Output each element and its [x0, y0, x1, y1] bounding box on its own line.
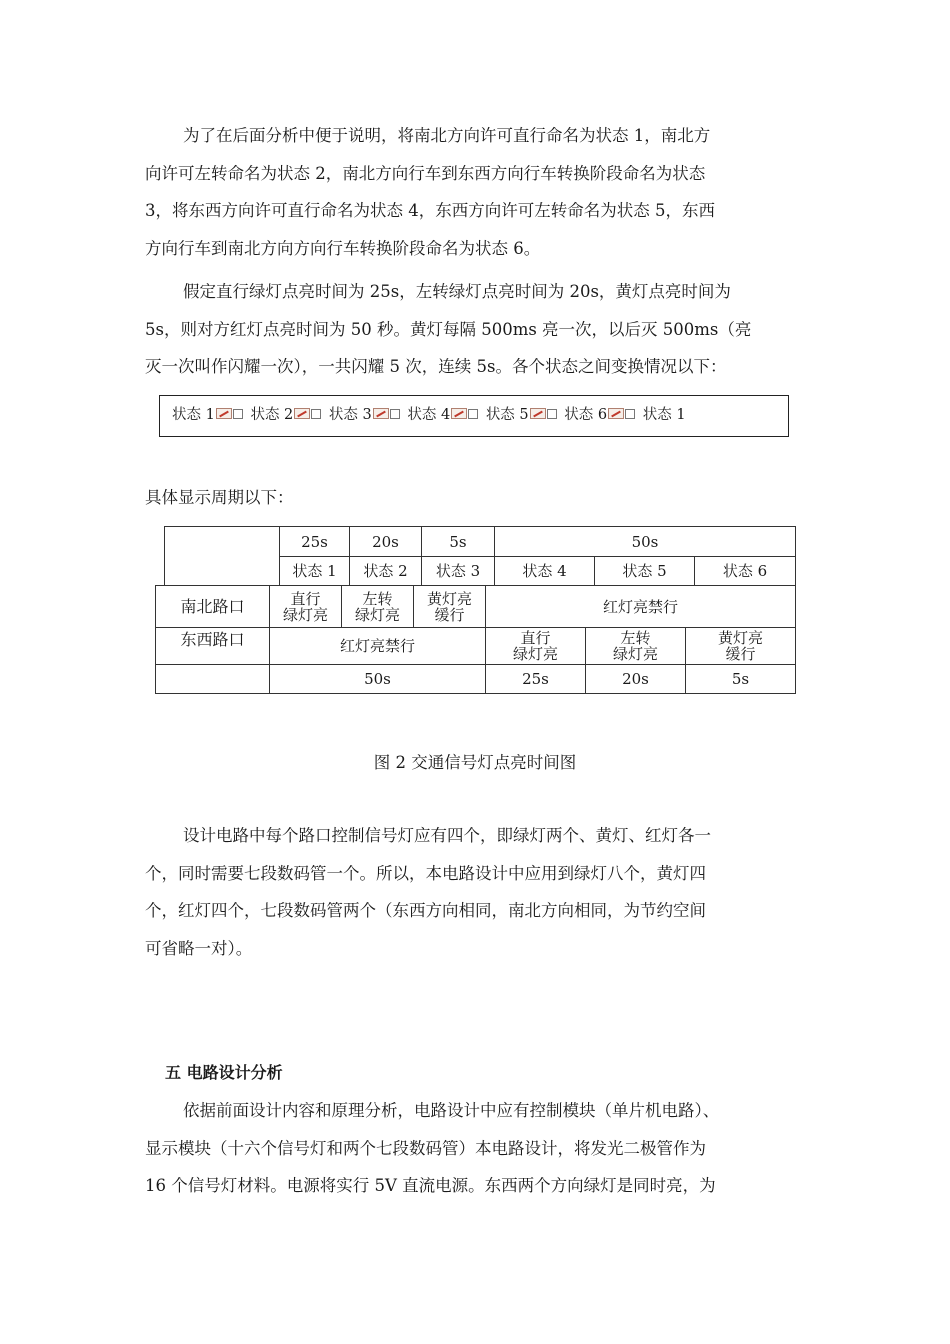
cell-text: 左转 — [620, 629, 651, 647]
text-line: 5s，则对方红灯点亮时间为 50 秒。黄灯每隔 500ms 亮一次，以后灭 500ms（亮 — [145, 319, 752, 339]
ew-straight-green-cell — [485, 627, 586, 665]
table-header-state: 状态 3 — [421, 556, 495, 586]
table-footer-duration: 25s — [485, 664, 586, 694]
state-label: 状态 1 — [642, 407, 686, 423]
state-label: 状态 5 — [485, 407, 529, 423]
ew-yellow-cell — [685, 627, 796, 665]
state-label: 状态 6 — [564, 407, 608, 423]
table-header-state: 状态 2 — [349, 556, 422, 586]
text-line: 显示模块（十六个信号灯和两个七段数码管）本电路设计，将发光二极管作为 — [145, 1138, 706, 1158]
table-empty-cell — [155, 664, 270, 694]
arrow-image-placeholder-icon — [451, 408, 479, 420]
arrow-image-placeholder-icon — [608, 408, 636, 420]
text-line: 16 个信号灯材料。电源将实行 5V 直流电源。东西两个方向绿灯是同时亮，为 — [145, 1176, 716, 1195]
table-header-state: 状态 1 — [279, 556, 350, 586]
text-line: 设计电路中每个路口控制信号灯应有四个，即绿灯两个、黄灯、红灯各一 — [183, 826, 711, 845]
ew-red-cell: 红灯亮禁行 — [269, 627, 486, 665]
text-line: 可省略一对）。 — [145, 938, 253, 958]
table-footer-duration: 20s — [585, 664, 686, 694]
cell-text: 黄灯亮 — [717, 629, 763, 647]
table-header-state: 状态 6 — [694, 556, 796, 586]
state-label: 状态 3 — [328, 407, 372, 423]
table-header-duration: 50s — [494, 526, 796, 557]
paragraph-timing — [145, 273, 810, 386]
cell-text: 直行 — [520, 629, 551, 647]
ew-left-green-cell — [585, 627, 686, 665]
paragraph-state-naming — [145, 117, 810, 267]
cell-text: 左转 — [362, 589, 393, 608]
figure-caption: 图 2 交通信号灯点亮时间图 — [373, 753, 577, 772]
cell-text: 缓行 — [434, 605, 465, 624]
arrow-image-placeholder-icon — [530, 408, 558, 420]
ns-red-cell: 红灯亮禁行 — [485, 585, 796, 628]
arrow-image-placeholder-icon — [373, 408, 401, 420]
row-label-south-north: 南北路口 — [155, 585, 270, 628]
paragraph-light-count — [145, 817, 810, 967]
table-header-duration: 25s — [279, 526, 350, 557]
table-corner-cell — [164, 526, 280, 586]
row-label-east-west: 东西路口 — [155, 627, 270, 665]
text-line: 方向行车到南北方向方向行车转换阶段命名为状态 6。 — [145, 238, 541, 258]
text-line: 为了在后面分析中便于说明，将南北方向许可直行命名为状态 1，南北方 — [183, 126, 711, 145]
cell-text: 黄灯亮 — [426, 589, 472, 608]
text-line: 灭一次叫作闪耀一次），一共闪耀 5 次，连续 5s。各个状态之间变换情况以下： — [145, 357, 727, 376]
state-transition-box — [159, 395, 789, 437]
arrow-image-placeholder-icon — [294, 408, 322, 420]
text-line: 3，将东西方向许可直行命名为状态 4，东西方向许可左转命名为状态 5，东西 — [145, 201, 715, 220]
cell-text: 缓行 — [725, 645, 756, 663]
table-header-state: 状态 4 — [494, 556, 595, 586]
table-intro: 具体显示周期以下： — [145, 488, 294, 507]
state-label: 状态 2 — [250, 407, 294, 423]
table-footer-duration: 5s — [685, 664, 796, 694]
text-line: 个，同时需要七段数码管一个。所以，本电路设计中应用到绿灯八个，黄灯四 — [145, 863, 706, 883]
table-header-duration: 20s — [349, 526, 422, 557]
text-line: 向许可左转命名为状态 2，南北方向行车到东西方向行车转换阶段命名为状态 — [145, 163, 706, 183]
text-line: 假定直行绿灯点亮时间为 25s，左转绿灯点亮时间为 20s，黄灯点亮时间为 — [183, 282, 731, 301]
text-line: 个，红灯四个，七段数码管两个（东西方向相同，南北方向相同，为节约空间 — [145, 901, 706, 920]
table-footer-duration: 50s — [269, 664, 486, 694]
cell-text: 绿灯亮 — [282, 605, 328, 624]
text-line: 依据前面设计内容和原理分析，电路设计中应有控制模块（单片机电路）、 — [183, 1101, 720, 1120]
arrow-image-placeholder-icon — [216, 408, 244, 420]
paragraph-circuit-design — [145, 1092, 810, 1205]
ns-straight-green-cell — [269, 585, 342, 628]
table-header-duration: 5s — [421, 526, 495, 557]
cell-text: 直行 — [290, 589, 321, 608]
state-sequence — [172, 403, 686, 424]
state-label: 状态 4 — [407, 407, 451, 423]
ns-left-green-cell — [341, 585, 414, 628]
state-label: 状态 1 — [172, 407, 215, 423]
cell-text: 绿灯亮 — [512, 645, 558, 663]
table-header-state: 状态 5 — [594, 556, 695, 586]
cell-text: 绿灯亮 — [354, 605, 400, 624]
cell-text: 绿灯亮 — [612, 645, 658, 663]
ns-yellow-cell — [413, 585, 486, 628]
section-heading: 五 电路设计分析 — [165, 1063, 283, 1082]
